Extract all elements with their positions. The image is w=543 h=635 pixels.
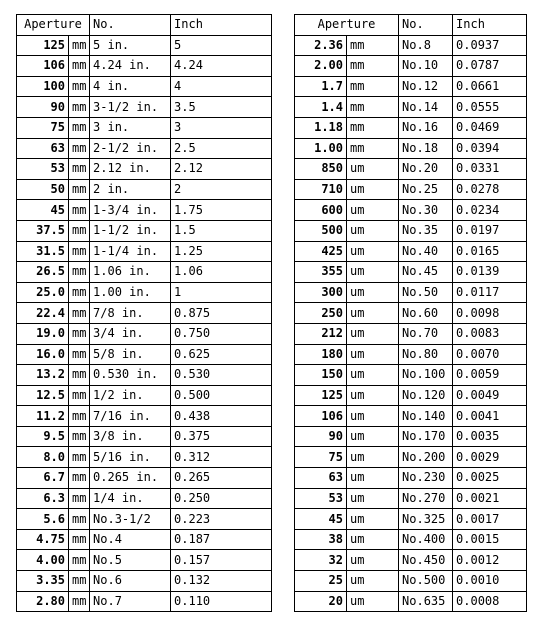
inch-cell: 0.0555 — [453, 97, 527, 118]
aperture-cell: 212 — [295, 323, 347, 344]
unit-cell: mm — [69, 56, 90, 77]
table-row — [17, 282, 272, 303]
unit-cell: mm — [347, 56, 399, 77]
aperture-cell: 2.36 — [295, 35, 347, 56]
table-row — [295, 241, 527, 262]
table-row — [17, 385, 272, 406]
aperture-cell: 50 — [17, 179, 69, 200]
unit-cell: um — [347, 447, 399, 468]
unit-cell: mm — [69, 76, 90, 97]
sieve-number-cell: No.5 — [90, 550, 171, 571]
aperture-cell: 180 — [295, 344, 347, 365]
sieve-number-cell: No.30 — [399, 200, 453, 221]
inch-cell: 0.438 — [171, 406, 272, 427]
table-row — [295, 591, 527, 612]
aperture-cell: 22.4 — [17, 303, 69, 324]
aperture-cell: 6.3 — [17, 488, 69, 509]
sieve-number-cell: No.20 — [399, 159, 453, 180]
sieve-number-cell: No.450 — [399, 550, 453, 571]
aperture-cell: 32 — [295, 550, 347, 571]
unit-cell: um — [347, 529, 399, 550]
aperture-cell: 19.0 — [17, 323, 69, 344]
sieve-number-cell: No.200 — [399, 447, 453, 468]
unit-cell: um — [347, 488, 399, 509]
inch-cell: 0.132 — [171, 571, 272, 592]
sieve-number-cell: No.16 — [399, 117, 453, 138]
sieve-number-cell: No.14 — [399, 97, 453, 118]
unit-cell: mm — [69, 241, 90, 262]
sieve-number-cell: No.60 — [399, 303, 453, 324]
aperture-cell: 4.75 — [17, 529, 69, 550]
table-row — [17, 447, 272, 468]
sieve-number-cell: No.635 — [399, 591, 453, 612]
sieve-number-cell: No.45 — [399, 262, 453, 283]
sieve-number-cell: No.6 — [90, 571, 171, 592]
aperture-cell: 425 — [295, 241, 347, 262]
inch-cell: 5 — [171, 35, 272, 56]
inch-cell: 0.0098 — [453, 303, 527, 324]
inch-cell: 2 — [171, 179, 272, 200]
aperture-cell: 63 — [17, 138, 69, 159]
aperture-cell: 63 — [295, 468, 347, 489]
sieve-number-cell: No.40 — [399, 241, 453, 262]
table-row — [295, 262, 527, 283]
table-row — [295, 282, 527, 303]
table-header-row — [17, 15, 272, 36]
table-row — [295, 138, 527, 159]
inch-cell: 0.875 — [171, 303, 272, 324]
inch-cell: 0.375 — [171, 426, 272, 447]
unit-cell: um — [347, 426, 399, 447]
unit-cell: mm — [69, 323, 90, 344]
sieve-number-cell: No.140 — [399, 406, 453, 427]
table-row — [17, 509, 272, 530]
aperture-cell: 355 — [295, 262, 347, 283]
sieve-number-cell: 5/16 in. — [90, 447, 171, 468]
sieve-number-cell: 3/8 in. — [90, 426, 171, 447]
sieve-number-cell: 4.24 in. — [90, 56, 171, 77]
aperture-cell: 8.0 — [17, 447, 69, 468]
aperture-cell: 1.4 — [295, 97, 347, 118]
unit-cell: um — [347, 468, 399, 489]
aperture-cell: 38 — [295, 529, 347, 550]
sieve-number-cell: No.10 — [399, 56, 453, 77]
aperture-cell: 125 — [295, 385, 347, 406]
table-row — [17, 365, 272, 386]
aperture-cell: 31.5 — [17, 241, 69, 262]
table-row — [295, 35, 527, 56]
unit-cell: mm — [69, 159, 90, 180]
sieve-number-cell: 1.00 in. — [90, 282, 171, 303]
sieve-number-cell: 1-1/2 in. — [90, 220, 171, 241]
inch-cell: 0.0394 — [453, 138, 527, 159]
sieve-number-cell: 2-1/2 in. — [90, 138, 171, 159]
sieve-number-cell: No.100 — [399, 365, 453, 386]
inch-cell: 0.312 — [171, 447, 272, 468]
inch-cell: 1.5 — [171, 220, 272, 241]
sieve-number-cell: 5 in. — [90, 35, 171, 56]
sieve-number-cell: No.3-1/2 — [90, 509, 171, 530]
table-row — [295, 447, 527, 468]
aperture-cell: 53 — [295, 488, 347, 509]
sieve-number-cell: 1-1/4 in. — [90, 241, 171, 262]
aperture-header: Aperture — [17, 15, 90, 36]
table-row — [17, 76, 272, 97]
table-row — [17, 56, 272, 77]
unit-cell: mm — [69, 447, 90, 468]
inch-cell: 0.500 — [171, 385, 272, 406]
sieve-number-cell: No.120 — [399, 385, 453, 406]
aperture-cell: 45 — [17, 200, 69, 221]
unit-cell: mm — [69, 550, 90, 571]
table-row — [17, 138, 272, 159]
aperture-cell: 2.80 — [17, 591, 69, 612]
inch-cell: 0.0010 — [453, 571, 527, 592]
sieve-number-cell: 3-1/2 in. — [90, 97, 171, 118]
table-row — [295, 323, 527, 344]
unit-cell: mm — [69, 138, 90, 159]
table-row — [17, 591, 272, 612]
unit-cell: mm — [69, 365, 90, 386]
inch-cell: 0.265 — [171, 468, 272, 489]
inch-cell: 0.0029 — [453, 447, 527, 468]
inch-cell: 0.187 — [171, 529, 272, 550]
unit-cell: mm — [69, 509, 90, 530]
inch-cell: 0.625 — [171, 344, 272, 365]
sieve-number-cell: 1-3/4 in. — [90, 200, 171, 221]
table-row — [295, 488, 527, 509]
table-header-row — [295, 15, 527, 36]
sieve-number-cell: No.8 — [399, 35, 453, 56]
table-row — [295, 426, 527, 447]
table-row — [295, 159, 527, 180]
inch-cell: 0.750 — [171, 323, 272, 344]
unit-cell: mm — [69, 468, 90, 489]
table-row — [17, 529, 272, 550]
unit-cell: um — [347, 365, 399, 386]
unit-cell: mm — [69, 179, 90, 200]
inch-cell: 1 — [171, 282, 272, 303]
aperture-cell: 106 — [295, 406, 347, 427]
table-row — [295, 117, 527, 138]
inch-cell: 0.0331 — [453, 159, 527, 180]
inch-cell: 2.12 — [171, 159, 272, 180]
sieve-number-cell: No.35 — [399, 220, 453, 241]
sieve-number-cell: 7/8 in. — [90, 303, 171, 324]
no-header: No. — [399, 15, 453, 36]
aperture-cell: 500 — [295, 220, 347, 241]
inch-cell: 0.0059 — [453, 365, 527, 386]
aperture-cell: 13.2 — [17, 365, 69, 386]
inch-cell: 0.0070 — [453, 344, 527, 365]
table-row — [17, 344, 272, 365]
sieve-number-cell: 3 in. — [90, 117, 171, 138]
sieve-table-left-body — [17, 35, 272, 612]
sieve-number-cell: 2 in. — [90, 179, 171, 200]
unit-cell: um — [347, 344, 399, 365]
unit-cell: mm — [69, 406, 90, 427]
table-row — [17, 97, 272, 118]
table-row — [295, 406, 527, 427]
inch-cell: 0.0139 — [453, 262, 527, 283]
aperture-cell: 1.18 — [295, 117, 347, 138]
table-row — [17, 117, 272, 138]
aperture-cell: 37.5 — [17, 220, 69, 241]
aperture-cell: 90 — [17, 97, 69, 118]
inch-cell: 0.223 — [171, 509, 272, 530]
table-row — [17, 220, 272, 241]
aperture-cell: 710 — [295, 179, 347, 200]
inch-cell: 0.0661 — [453, 76, 527, 97]
table-row — [17, 159, 272, 180]
table-row — [295, 76, 527, 97]
table-row — [295, 303, 527, 324]
unit-cell: mm — [69, 262, 90, 283]
unit-cell: um — [347, 159, 399, 180]
inch-cell: 0.0197 — [453, 220, 527, 241]
unit-cell: mm — [347, 76, 399, 97]
sieve-number-cell: No.50 — [399, 282, 453, 303]
table-row — [295, 509, 527, 530]
unit-cell: um — [347, 303, 399, 324]
unit-cell: mm — [69, 591, 90, 612]
sieve-number-cell: 1.06 in. — [90, 262, 171, 283]
sieve-number-cell: No.70 — [399, 323, 453, 344]
table-row — [17, 488, 272, 509]
table-row — [17, 550, 272, 571]
sieve-number-cell: No.270 — [399, 488, 453, 509]
sieve-table-right — [294, 14, 527, 612]
aperture-cell: 53 — [17, 159, 69, 180]
inch-cell: 0.0015 — [453, 529, 527, 550]
sieve-table-right-body — [295, 35, 527, 612]
inch-header: Inch — [171, 15, 272, 36]
inch-cell: 4.24 — [171, 56, 272, 77]
table-row — [17, 571, 272, 592]
table-row — [17, 426, 272, 447]
unit-cell: mm — [347, 117, 399, 138]
unit-cell: mm — [69, 385, 90, 406]
unit-cell: mm — [69, 426, 90, 447]
aperture-cell: 20 — [295, 591, 347, 612]
inch-cell: 1.06 — [171, 262, 272, 283]
aperture-cell: 11.2 — [17, 406, 69, 427]
aperture-cell: 3.35 — [17, 571, 69, 592]
aperture-cell: 75 — [17, 117, 69, 138]
unit-cell: um — [347, 591, 399, 612]
sieve-number-cell: No.400 — [399, 529, 453, 550]
unit-cell: mm — [69, 282, 90, 303]
table-row — [17, 200, 272, 221]
inch-cell: 0.0937 — [453, 35, 527, 56]
aperture-cell: 25 — [295, 571, 347, 592]
sieve-number-cell: No.18 — [399, 138, 453, 159]
inch-cell: 1.25 — [171, 241, 272, 262]
table-row — [295, 571, 527, 592]
table-row — [17, 35, 272, 56]
table-row — [17, 241, 272, 262]
inch-cell: 4 — [171, 76, 272, 97]
table-row — [295, 97, 527, 118]
unit-cell: mm — [69, 117, 90, 138]
inch-cell: 0.0025 — [453, 468, 527, 489]
unit-cell: mm — [69, 97, 90, 118]
inch-cell: 0.0012 — [453, 550, 527, 571]
unit-cell: mm — [69, 200, 90, 221]
aperture-cell: 1.00 — [295, 138, 347, 159]
aperture-cell: 1.7 — [295, 76, 347, 97]
inch-cell: 0.0049 — [453, 385, 527, 406]
table-row — [17, 468, 272, 489]
aperture-cell: 600 — [295, 200, 347, 221]
aperture-cell: 850 — [295, 159, 347, 180]
sieve-number-cell: 0.265 in. — [90, 468, 171, 489]
inch-cell: 0.0021 — [453, 488, 527, 509]
inch-cell: 3.5 — [171, 97, 272, 118]
table-row — [295, 56, 527, 77]
sieve-number-cell: 4 in. — [90, 76, 171, 97]
aperture-cell: 125 — [17, 35, 69, 56]
sieve-number-cell: 2.12 in. — [90, 159, 171, 180]
inch-cell: 0.0117 — [453, 282, 527, 303]
unit-cell: mm — [69, 344, 90, 365]
aperture-cell: 75 — [295, 447, 347, 468]
unit-cell: um — [347, 509, 399, 530]
inch-cell: 2.5 — [171, 138, 272, 159]
sieve-number-cell: 5/8 in. — [90, 344, 171, 365]
aperture-cell: 16.0 — [17, 344, 69, 365]
unit-cell: mm — [69, 303, 90, 324]
inch-cell: 1.75 — [171, 200, 272, 221]
aperture-header: Aperture — [295, 15, 399, 36]
sieve-number-cell: 1/2 in. — [90, 385, 171, 406]
aperture-cell: 6.7 — [17, 468, 69, 489]
sieve-number-cell: 7/16 in. — [90, 406, 171, 427]
sieve-number-cell: No.170 — [399, 426, 453, 447]
inch-cell: 0.530 — [171, 365, 272, 386]
inch-cell: 0.0008 — [453, 591, 527, 612]
unit-cell: um — [347, 406, 399, 427]
aperture-cell: 5.6 — [17, 509, 69, 530]
sieve-number-cell: No.4 — [90, 529, 171, 550]
unit-cell: um — [347, 262, 399, 283]
aperture-cell: 9.5 — [17, 426, 69, 447]
table-row — [17, 406, 272, 427]
unit-cell: mm — [69, 571, 90, 592]
inch-cell: 0.0035 — [453, 426, 527, 447]
table-row — [17, 303, 272, 324]
aperture-cell: 25.0 — [17, 282, 69, 303]
inch-cell: 0.250 — [171, 488, 272, 509]
inch-cell: 0.0469 — [453, 117, 527, 138]
unit-cell: um — [347, 241, 399, 262]
inch-cell: 0.0234 — [453, 200, 527, 221]
aperture-cell: 45 — [295, 509, 347, 530]
unit-cell: um — [347, 282, 399, 303]
unit-cell: mm — [69, 35, 90, 56]
aperture-cell: 2.00 — [295, 56, 347, 77]
aperture-cell: 300 — [295, 282, 347, 303]
inch-cell: 0.0041 — [453, 406, 527, 427]
unit-cell: mm — [69, 220, 90, 241]
unit-cell: um — [347, 220, 399, 241]
sieve-number-cell: No.7 — [90, 591, 171, 612]
table-row — [295, 468, 527, 489]
aperture-cell: 12.5 — [17, 385, 69, 406]
inch-cell: 0.157 — [171, 550, 272, 571]
aperture-cell: 100 — [17, 76, 69, 97]
unit-cell: mm — [69, 488, 90, 509]
sieve-number-cell: 0.530 in. — [90, 365, 171, 386]
inch-cell: 0.110 — [171, 591, 272, 612]
unit-cell: um — [347, 200, 399, 221]
aperture-cell: 4.00 — [17, 550, 69, 571]
sieve-table-left — [16, 14, 272, 612]
aperture-cell: 26.5 — [17, 262, 69, 283]
sieve-number-cell: No.230 — [399, 468, 453, 489]
table-row — [295, 529, 527, 550]
sieve-number-cell: 3/4 in. — [90, 323, 171, 344]
table-row — [295, 179, 527, 200]
inch-cell: 0.0165 — [453, 241, 527, 262]
table-row — [295, 220, 527, 241]
inch-cell: 0.0017 — [453, 509, 527, 530]
table-row — [295, 385, 527, 406]
table-row — [17, 323, 272, 344]
unit-cell: mm — [347, 35, 399, 56]
unit-cell: um — [347, 323, 399, 344]
inch-cell: 3 — [171, 117, 272, 138]
unit-cell: mm — [347, 97, 399, 118]
unit-cell: mm — [69, 529, 90, 550]
unit-cell: mm — [347, 138, 399, 159]
sieve-number-cell: No.500 — [399, 571, 453, 592]
sieve-number-cell: 1/4 in. — [90, 488, 171, 509]
inch-cell: 0.0278 — [453, 179, 527, 200]
inch-cell: 0.0083 — [453, 323, 527, 344]
sieve-number-cell: No.80 — [399, 344, 453, 365]
unit-cell: um — [347, 179, 399, 200]
aperture-cell: 150 — [295, 365, 347, 386]
aperture-cell: 90 — [295, 426, 347, 447]
table-row — [17, 179, 272, 200]
table-row — [17, 262, 272, 283]
sieve-number-cell: No.12 — [399, 76, 453, 97]
sieve-number-cell: No.25 — [399, 179, 453, 200]
table-row — [295, 200, 527, 221]
inch-header: Inch — [453, 15, 527, 36]
table-row — [295, 365, 527, 386]
sieve-number-cell: No.325 — [399, 509, 453, 530]
unit-cell: um — [347, 550, 399, 571]
aperture-cell: 106 — [17, 56, 69, 77]
unit-cell: um — [347, 385, 399, 406]
inch-cell: 0.0787 — [453, 56, 527, 77]
aperture-cell: 250 — [295, 303, 347, 324]
table-row — [295, 550, 527, 571]
no-header: No. — [90, 15, 171, 36]
unit-cell: um — [347, 571, 399, 592]
table-row — [295, 344, 527, 365]
